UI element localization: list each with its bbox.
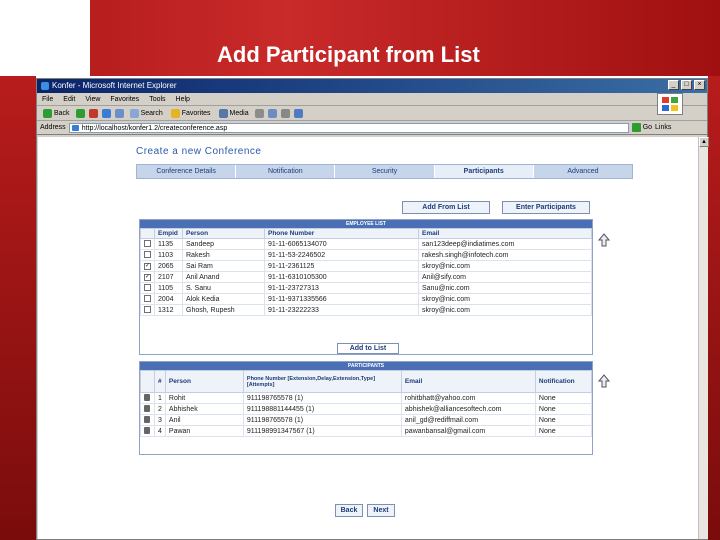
- go-arrow-icon: [632, 123, 641, 132]
- maximize-button[interactable]: □: [681, 80, 692, 90]
- cell-email: skroy@nic.com: [419, 294, 592, 305]
- delete-icon[interactable]: [144, 405, 150, 412]
- edit-icon[interactable]: [294, 109, 303, 118]
- window-controls: [668, 80, 705, 90]
- search-icon: [130, 109, 139, 118]
- menu-tools[interactable]: Tools: [149, 96, 166, 103]
- add-from-list-button[interactable]: Add From List: [402, 201, 490, 214]
- cell-phone: 911198765578 (1): [243, 393, 401, 404]
- table-row: [141, 404, 592, 415]
- media-icon: [219, 109, 228, 118]
- stop-icon[interactable]: [89, 109, 98, 118]
- table-row: [141, 239, 592, 250]
- cell-person: Anil Anand: [183, 272, 265, 283]
- row-select-cell: [141, 272, 155, 283]
- cell-email: pawanbansal@gmail.com: [401, 426, 535, 437]
- col-num: #: [155, 371, 166, 393]
- table-row: [141, 272, 592, 283]
- col-phone: Phone Number [Extension,Delay,Extension,Type] [Attempts]: [243, 371, 401, 393]
- participants-panel: [139, 361, 593, 455]
- home-icon[interactable]: [115, 109, 124, 118]
- menu-edit[interactable]: Edit: [63, 96, 76, 103]
- employee-table-body: [141, 239, 592, 316]
- address-input[interactable]: http://localhost/konfer1.2/createconference.asp: [69, 123, 629, 133]
- table-row: [141, 305, 592, 316]
- table-row: [141, 261, 592, 272]
- col-person: Person: [165, 371, 243, 393]
- row-select-cell: [141, 261, 155, 272]
- col-select: [141, 229, 155, 239]
- cell-phone: 91-11-23727313: [265, 283, 419, 294]
- tab-notification[interactable]: Notification: [236, 165, 335, 178]
- slide-left-border: [0, 76, 36, 540]
- cell-email: skroy@nic.com: [419, 305, 592, 316]
- back-arrow-icon: [43, 109, 52, 118]
- tab-advanced[interactable]: Advanced: [567, 168, 599, 175]
- row-delete-cell: [141, 426, 155, 437]
- tab-participants[interactable]: Participants: [435, 165, 534, 178]
- page-content: [38, 137, 698, 539]
- cell-empid: 1135: [155, 239, 183, 250]
- delete-icon[interactable]: [144, 416, 150, 423]
- links-label[interactable]: Links: [655, 124, 672, 131]
- cell-email: rohitbhatt@yahoo.com: [401, 393, 535, 404]
- cell-phone: 91-11-53-2246502: [265, 250, 419, 261]
- cell-phone: 91-11-23222233: [265, 305, 419, 316]
- toolbar: [37, 106, 707, 121]
- row-checkbox[interactable]: [144, 240, 151, 247]
- history-icon[interactable]: [255, 109, 264, 118]
- cell-empid: 1105: [155, 283, 183, 294]
- col-email: Email: [401, 371, 535, 393]
- cell-empid: 1312: [155, 305, 183, 316]
- address-bar: [37, 121, 707, 135]
- cell-person: Rakesh: [183, 250, 265, 261]
- slide-title: Add Participant from List: [217, 42, 480, 67]
- scroll-up-icon[interactable]: ▲: [699, 137, 709, 147]
- table-row: [141, 250, 592, 261]
- cell-email: abhishek@alliancesoftech.com: [401, 404, 535, 415]
- cell-num: 4: [155, 426, 166, 437]
- browser-window: [36, 78, 708, 540]
- col-person: Person: [183, 229, 265, 239]
- cell-phone: 911198881144455 (1): [243, 404, 401, 415]
- cell-person: S. Sanu: [183, 283, 265, 294]
- employee-list-panel: [139, 219, 593, 355]
- star-icon: [171, 109, 180, 118]
- tab-bar: [136, 164, 633, 179]
- cell-person: Alok Kedia: [183, 294, 265, 305]
- table-row: [141, 393, 592, 404]
- windows-logo-icon: [657, 93, 683, 115]
- row-checkbox[interactable]: [144, 284, 151, 291]
- forward-arrow-icon[interactable]: [76, 109, 85, 118]
- row-checkbox[interactable]: [144, 251, 151, 258]
- delete-icon[interactable]: [144, 427, 150, 434]
- scroll-up-arrow-icon[interactable]: [598, 374, 610, 388]
- table-row: [141, 426, 592, 437]
- cell-notification: None: [535, 426, 591, 437]
- menu-favorites[interactable]: Favorites: [110, 96, 140, 103]
- cell-empid: 2004: [155, 294, 183, 305]
- cell-email: anil_gd@rediffmail.com: [401, 415, 535, 426]
- close-button[interactable]: ×: [694, 80, 705, 90]
- row-select-cell: [141, 294, 155, 305]
- row-delete-cell: [141, 404, 155, 415]
- cell-num: 2: [155, 404, 166, 415]
- cell-notification: None: [535, 415, 591, 426]
- cell-phone: 91-11-6310105300: [265, 272, 419, 283]
- search-button[interactable]: Search: [128, 109, 165, 118]
- minimize-button[interactable]: _: [668, 80, 679, 90]
- col-delete: [141, 371, 155, 393]
- cell-person: Sandeep: [183, 239, 265, 250]
- col-empid: Empid: [155, 229, 183, 239]
- table-row: [141, 294, 592, 305]
- page-scrollbar[interactable]: [698, 137, 708, 539]
- row-select-cell: [141, 283, 155, 294]
- col-notification: Notification: [535, 371, 591, 393]
- media-button[interactable]: Media: [217, 109, 251, 118]
- cell-email: rakesh.singh@infotech.com: [419, 250, 592, 261]
- menu-help[interactable]: Help: [175, 96, 190, 103]
- employee-table: [140, 228, 592, 316]
- row-checkbox[interactable]: ✓: [145, 274, 151, 280]
- menu-view[interactable]: View: [85, 96, 101, 103]
- cell-empid: 2107: [155, 272, 183, 283]
- employee-list-title: EMPLOYEE LIST: [140, 220, 592, 228]
- window-title: Konfer - Microsoft Internet Explorer: [52, 81, 177, 90]
- add-to-list-button[interactable]: Add to List: [337, 343, 399, 354]
- next-page-button[interactable]: Next: [367, 504, 395, 517]
- favorites-button[interactable]: Favorites: [169, 109, 213, 118]
- cell-person: Rohit: [165, 393, 243, 404]
- row-checkbox[interactable]: ✓: [145, 263, 151, 269]
- scroll-up-arrow-icon[interactable]: [598, 233, 610, 247]
- cell-empid: 1103: [155, 250, 183, 261]
- cell-empid: 2065: [155, 261, 183, 272]
- cell-notification: None: [535, 393, 591, 404]
- row-select-cell: [141, 239, 155, 250]
- cell-num: 1: [155, 393, 166, 404]
- cell-email: san123deep@indiatimes.com: [419, 239, 592, 250]
- delete-icon[interactable]: [144, 394, 150, 401]
- slide-right-border: [708, 76, 720, 540]
- go-button[interactable]: Go: [632, 123, 652, 132]
- cell-phone: 911198765578 (1): [243, 415, 401, 426]
- participants-title: PARTICIPANTS: [140, 362, 592, 370]
- cell-phone: 91-11-2361125: [265, 261, 419, 272]
- col-email: Email: [419, 229, 592, 239]
- menu-file[interactable]: File: [42, 96, 54, 103]
- row-select-cell: [141, 305, 155, 316]
- cell-num: 3: [155, 415, 166, 426]
- cell-email: skroy@nic.com: [419, 261, 592, 272]
- back-page-button[interactable]: Back: [335, 504, 363, 517]
- page-heading: Create a new Conference: [136, 146, 262, 157]
- refresh-icon[interactable]: [102, 109, 111, 118]
- slide-corner-block: [0, 0, 90, 76]
- participants-table: [140, 370, 592, 437]
- row-checkbox[interactable]: [144, 306, 151, 313]
- participants-table-body: [141, 393, 592, 437]
- cell-person: Sai Ram: [183, 261, 265, 272]
- cell-notification: None: [535, 404, 591, 415]
- row-delete-cell: [141, 393, 155, 404]
- row-select-cell: [141, 250, 155, 261]
- col-phone: Phone Number: [265, 229, 419, 239]
- table-row: [141, 415, 592, 426]
- address-label: Address: [40, 124, 66, 131]
- back-button[interactable]: Back: [41, 109, 72, 118]
- mail-icon[interactable]: [268, 109, 277, 118]
- cell-person: Abhishek: [165, 404, 243, 415]
- tab-security[interactable]: Security: [335, 165, 434, 178]
- cell-email: Sanu@nic.com: [419, 283, 592, 294]
- cell-email: Anil@sify.com: [419, 272, 592, 283]
- cell-phone: 91-11-6065134070: [265, 239, 419, 250]
- row-delete-cell: [141, 415, 155, 426]
- cell-person: Pawan: [165, 426, 243, 437]
- enter-participants-button[interactable]: Enter Participants: [502, 201, 590, 214]
- cell-person: Ghosh, Rupesh: [183, 305, 265, 316]
- menu-bar: [37, 93, 707, 106]
- print-icon[interactable]: [281, 109, 290, 118]
- window-titlebar: [37, 79, 707, 93]
- table-row: [141, 283, 592, 294]
- ie-icon: [41, 82, 49, 90]
- cell-phone: 91-11-9371335566: [265, 294, 419, 305]
- cell-person: Anil: [165, 415, 243, 426]
- tab-conference-details[interactable]: Conference Details: [137, 165, 236, 178]
- cell-phone: 911198991347567 (1): [243, 426, 401, 437]
- row-checkbox[interactable]: [144, 295, 151, 302]
